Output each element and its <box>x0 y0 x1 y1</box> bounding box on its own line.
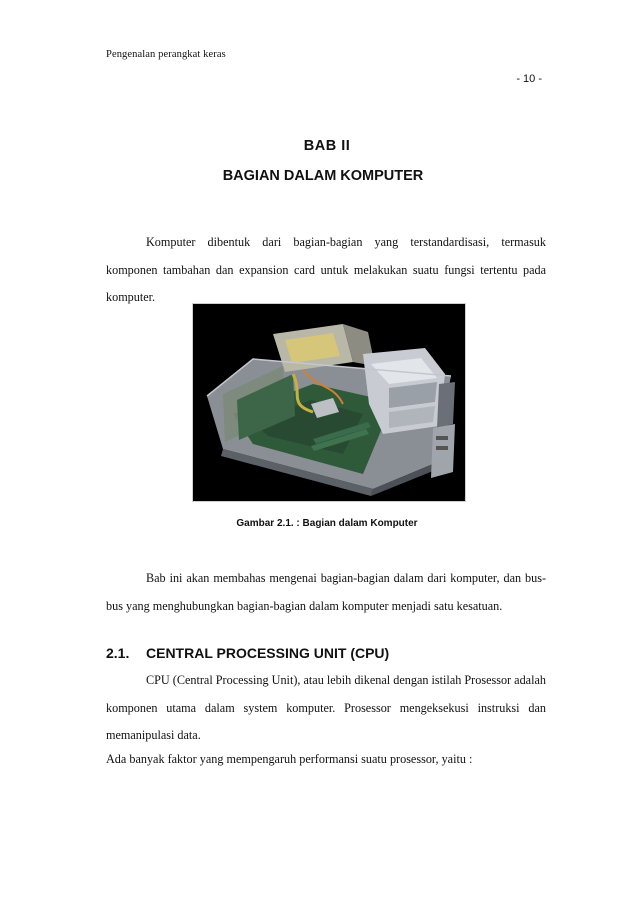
section-number: 2.1. <box>106 645 130 661</box>
cpu-paragraph-text: CPU (Central Processing Unit), atau lebih dikenal dengan istilah Prosessor adalah komponen utama dalam system komputer. Prosessor mengeksekusi instruksi dan memanipulasi data. <box>106 673 546 742</box>
page-number: - 10 - <box>516 73 542 85</box>
section-title: CENTRAL PROCESSING UNIT (CPU) <box>146 645 390 661</box>
running-header: Pengenalan perangkat keras <box>106 49 226 60</box>
factors-intro: Ada banyak faktor yang mempengaruh performansi suatu prosessor, yaitu : <box>106 752 473 766</box>
overview-paragraph-text: Bab ini akan membahas mengenai bagian-bagian dalam dari komputer, dan bus-bus yang menghubungkan bagian-bagian dalam komputer menjadi satu kesatuan. <box>106 571 546 613</box>
section-heading <box>106 645 389 661</box>
overview-paragraph <box>106 565 546 620</box>
intro-paragraph-text: Komputer dibentuk dari bagian-bagian yang terstandardisasi, termasuk komponen tambahan dan expansion card untuk melakukan suatu fungsi tertentu pada komputer. <box>106 235 546 304</box>
intro-paragraph <box>106 229 546 312</box>
computer-interior-photo <box>192 303 466 502</box>
cpu-paragraph <box>106 667 546 750</box>
chapter-label: BAB II <box>303 138 351 154</box>
chapter-title: BAGIAN DALAM KOMPUTER <box>222 168 424 184</box>
computer-interior-illustration <box>193 304 465 501</box>
figure-caption: Gambar 2.1. : Bagian dalam Komputer <box>236 518 418 529</box>
